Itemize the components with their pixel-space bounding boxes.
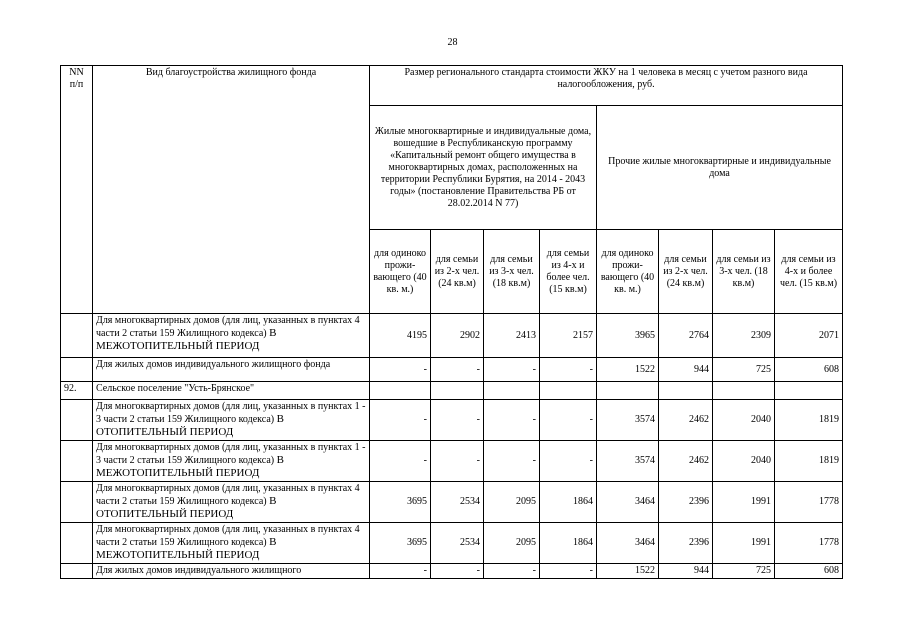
cell-value: 2157: [540, 314, 597, 358]
cell-value: -: [431, 400, 484, 441]
row-number: [61, 523, 93, 564]
cell-value: -: [484, 358, 540, 382]
cell-value: -: [484, 441, 540, 482]
cell-value: 3574: [597, 400, 659, 441]
cell-value: -: [540, 358, 597, 382]
cell-value: [370, 382, 431, 400]
cell-value: 944: [659, 564, 713, 579]
row-number: [61, 564, 93, 579]
cell-value: -: [540, 400, 597, 441]
cell-value: -: [431, 441, 484, 482]
row-period: В МЕЖОТОПИТЕЛЬНЫЙ ПЕРИОД: [96, 454, 284, 479]
cell-value: 2040: [713, 441, 775, 482]
header-type: Вид благоустройства жилищного фонда: [93, 66, 370, 314]
cell-value: 2764: [659, 314, 713, 358]
subheader-a-2: для семьи из 2-х чел. (24 кв.м): [431, 230, 484, 314]
cell-value: -: [484, 564, 540, 579]
subheader-a-3: для семьи из 3-х чел. (18 кв.м): [484, 230, 540, 314]
row-description: [93, 358, 370, 382]
cell-value: 2396: [659, 523, 713, 564]
row-description: [93, 564, 370, 579]
cell-value: -: [370, 400, 431, 441]
cell-value: -: [431, 564, 484, 579]
cell-value: 3695: [370, 523, 431, 564]
cell-value: 1522: [597, 564, 659, 579]
table-row: [61, 482, 843, 523]
row-period: В МЕЖОТОПИТЕЛЬНЫЙ ПЕРИОД: [96, 327, 277, 352]
cell-value: 2040: [713, 400, 775, 441]
row-period: В ОТОПИТЕЛЬНЫЙ ПЕРИОД: [96, 413, 284, 438]
cell-value: 1864: [540, 482, 597, 523]
row-description: [93, 523, 370, 564]
cell-value: -: [370, 441, 431, 482]
table-row: [61, 358, 843, 382]
cell-value: 2396: [659, 482, 713, 523]
cell-value: [597, 382, 659, 400]
cell-value: 1819: [775, 400, 843, 441]
cell-value: [484, 382, 540, 400]
cell-value: 944: [659, 358, 713, 382]
subheader-b-2: для семьи из 2-х чел. (24 кв.м): [659, 230, 713, 314]
cell-value: 3464: [597, 482, 659, 523]
row-description: [93, 382, 370, 400]
row-description-text: Для многоквартирных домов (для лиц, указанных в пунктах 1 - 3 части 2 статьи 159 Жилищного кодекса): [96, 442, 366, 466]
cell-value: [659, 382, 713, 400]
row-description-text: Для многоквартирных домов (для лиц, указанных в пунктах 1 - 3 части 2 статьи 159 Жилищного кодекса): [96, 401, 366, 425]
row-description-text: Сельское поселение "Усть-Брянское": [96, 383, 255, 394]
cell-value: 1819: [775, 441, 843, 482]
header-group-a: Жилые многоквартирные и индивидуальные дома, вошедшие в Республиканскую программу «Капитальный ремонт общего имущества в многоквартирных домах, расположенных на территории Республики Бурятия, на 2014 - 2043 годы» (постановление Правительства РБ от 28.02.2014 N 77): [370, 106, 597, 230]
cell-value: 1864: [540, 523, 597, 564]
row-description-text: Для жилых домов индивидуального жилищного фонда: [96, 359, 331, 370]
cell-value: 1991: [713, 482, 775, 523]
cell-value: 2095: [484, 523, 540, 564]
cell-value: -: [540, 564, 597, 579]
subheader-a-4: для семьи из 4-х и более чел. (15 кв.м): [540, 230, 597, 314]
cell-value: 2095: [484, 482, 540, 523]
row-description-text: Для многоквартирных домов (для лиц, указанных в пунктах 4 части 2 статьи 159 Жилищного кодекса): [96, 524, 360, 548]
row-description-text: Для многоквартирных домов (для лиц, указанных в пунктах 4 части 2 статьи 159 Жилищного кодекса): [96, 315, 360, 339]
row-description: [93, 314, 370, 358]
cell-value: [775, 382, 843, 400]
row-number: [61, 400, 93, 441]
row-description: [93, 400, 370, 441]
cell-value: [540, 382, 597, 400]
cell-value: 3695: [370, 482, 431, 523]
tariff-table: [60, 65, 843, 579]
cell-value: 3574: [597, 441, 659, 482]
cell-value: 3965: [597, 314, 659, 358]
cell-value: 725: [713, 358, 775, 382]
cell-value: 2534: [431, 523, 484, 564]
header-size: Размер регионального стандарта стоимости ЖКУ на 1 человека в месяц с учетом разного вида налогообложения, руб.: [370, 66, 843, 106]
cell-value: 2413: [484, 314, 540, 358]
cell-value: 608: [775, 358, 843, 382]
row-period: В МЕЖОТОПИТЕЛЬНЫЙ ПЕРИОД: [96, 536, 277, 561]
cell-value: 3464: [597, 523, 659, 564]
subheader-a-1: для одиноко прожи-вающего (40 кв. м.): [370, 230, 431, 314]
cell-value: [713, 382, 775, 400]
header-nn: NN п/п: [61, 66, 93, 314]
cell-value: 4195: [370, 314, 431, 358]
row-number: [61, 441, 93, 482]
cell-value: -: [431, 358, 484, 382]
row-number: [61, 358, 93, 382]
cell-value: 1522: [597, 358, 659, 382]
row-number: 92.: [61, 382, 93, 400]
table-row: [61, 400, 843, 441]
table-row: [61, 564, 843, 579]
row-number: [61, 314, 93, 358]
cell-value: 1991: [713, 523, 775, 564]
subheader-b-1: для одиноко прожи-вающего (40 кв. м.): [597, 230, 659, 314]
table-row: [61, 523, 843, 564]
cell-value: 2902: [431, 314, 484, 358]
row-number: [61, 482, 93, 523]
table-row: [61, 441, 843, 482]
cell-value: [431, 382, 484, 400]
cell-value: -: [370, 564, 431, 579]
cell-value: -: [484, 400, 540, 441]
table-row: [61, 382, 843, 400]
cell-value: -: [540, 441, 597, 482]
cell-value: 1778: [775, 523, 843, 564]
row-description-text: Для многоквартирных домов (для лиц, указанных в пунктах 4 части 2 статьи 159 Жилищного кодекса): [96, 483, 360, 507]
subheader-b-4: для семьи из 4-х и более чел. (15 кв.м): [775, 230, 843, 314]
cell-value: 2462: [659, 400, 713, 441]
cell-value: 2309: [713, 314, 775, 358]
cell-value: 2534: [431, 482, 484, 523]
cell-value: 725: [713, 564, 775, 579]
row-description: [93, 441, 370, 482]
row-period: В ОТОПИТЕЛЬНЫЙ ПЕРИОД: [96, 495, 277, 520]
cell-value: 2071: [775, 314, 843, 358]
table-row: [61, 314, 843, 358]
cell-value: 1778: [775, 482, 843, 523]
subheader-b-3: для семьи из 3-х чел. (18 кв.м): [713, 230, 775, 314]
cell-value: 2462: [659, 441, 713, 482]
header-group-b: Прочие жилые многоквартирные и индивидуальные дома: [597, 106, 843, 230]
row-description: [93, 482, 370, 523]
cell-value: -: [370, 358, 431, 382]
row-description-text: Для жилых домов индивидуального жилищного: [96, 565, 302, 576]
page-number: 28: [447, 37, 458, 48]
cell-value: 608: [775, 564, 843, 579]
